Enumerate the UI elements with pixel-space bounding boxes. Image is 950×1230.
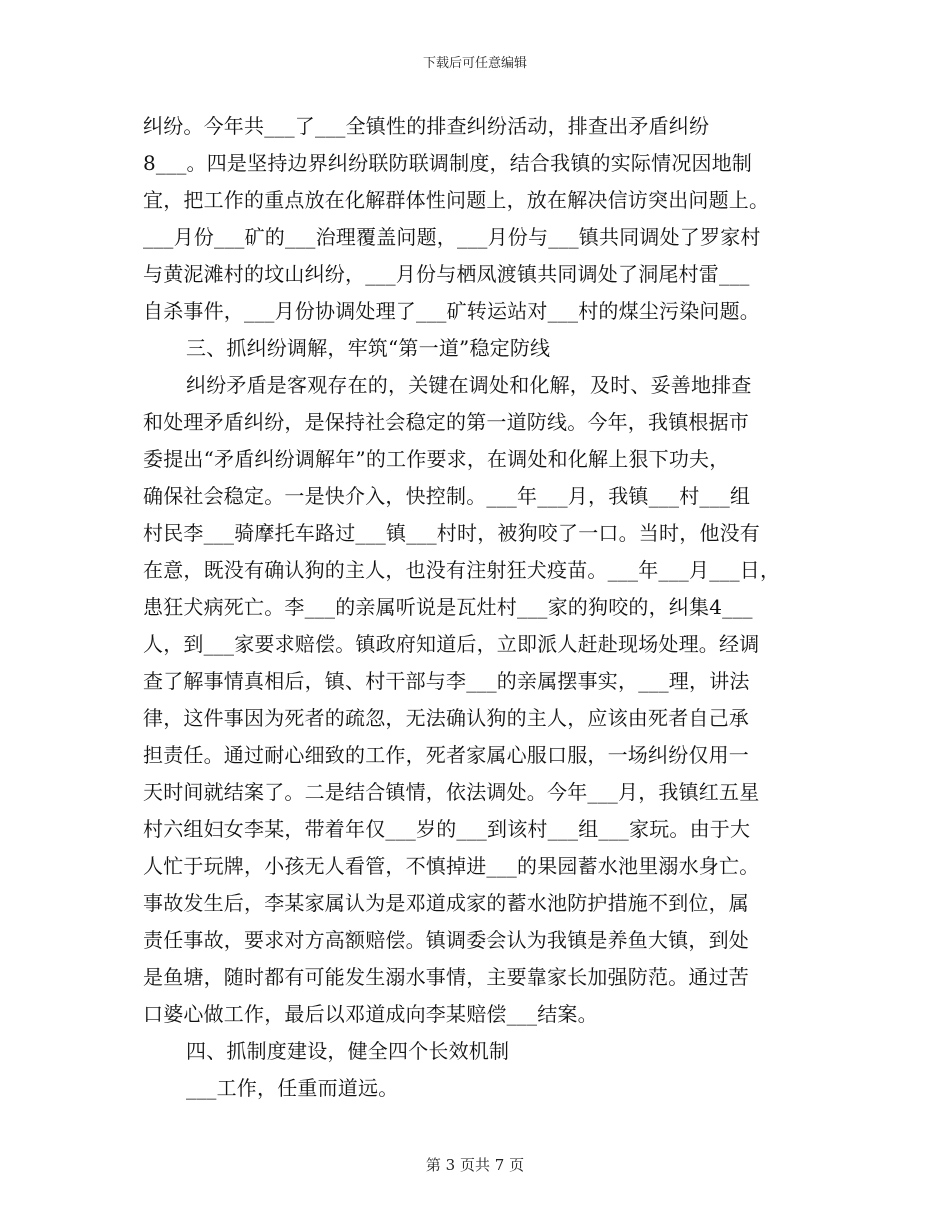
body-line: 委提出“矛盾纠纷调解年”的工作要求，在调处和化解上狠下功夫， [143,447,730,471]
body-line: 确保社会稳定。一是快介入，快控制。___年___月，我镇___村___组 [143,484,751,508]
page-header-note: 下载后可任意编辑 [422,56,527,71]
body-line: 人忙于玩牌，小孩无人看管，不慎掉进___的果园蓄水池里溺水身亡。 [143,854,760,878]
body-line: 与黄泥滩村的坟山纠纷，___月份与栖凤渡镇共同调处了洞尾村雷___ [143,262,750,286]
body-line: ___月份___矿的___治理覆盖问题，___月份与___镇共同调处了罗家村 [143,225,761,249]
body-line: 纠纷。今年共___了___全镇性的排查纠纷活动，排查出矛盾纠纷 [143,114,710,138]
body-line: 担责任。通过耐心细致的工作，死者家属心服口服，一场纠纷仅用一 [143,743,749,767]
body-line: 8___。四是坚持边界纠纷联防联调制度，结合我镇的实际情况因地制 [143,151,753,175]
body-line: 责任事故，要求对方高额赔偿。镇调委会认为我镇是养鱼大镇，到处 [143,928,749,952]
body-line: 患狂犬病死亡。李___的亲属听说是瓦灶村___家的狗咬的，纠集4___ [143,595,753,619]
body-line: 宜，把工作的重点放在化解群体性问题上，放在解决信访突出问题上。 [143,188,770,212]
section-heading: 三、抓纠纷调解，牢筑“第一道”稳定防线 [186,336,551,360]
page-number: 第 3 页共 7 页 [425,1156,525,1174]
body-line: ___工作，任重而道远。 [186,1076,399,1100]
body-line: 天时间就结案了。二是结合镇情，依法调处。今年___月，我镇红五星 [143,780,760,804]
body-line: 事故发生后，李某家属认为是邓道成家的蓄水池防护措施不到位，属 [143,891,749,915]
section-heading: 四、抓制度建设，健全四个长效机制 [186,1039,510,1063]
body-line: 和处理矛盾纠纷，是保持社会稳定的第一道防线。今年，我镇根据市 [143,410,749,434]
body-line: 村六组妇女李某，带着年仅___岁的___到该村___组___家玩。由于大 [143,817,751,841]
body-line: 自杀事件，___月份协调处理了___矿转运站对___村的煤尘污染问题。 [143,299,760,323]
body-line: 在意，既没有确认狗的主人，也没有注射狂犬疫苗。___年___月___日， [143,558,781,582]
body-line: 是鱼塘，随时都有可能发生溺水事情，主要靠家长加强防范。通过苦 [143,965,749,989]
body-line: 查了解事情真相后，镇、村干部与李___的亲属摆事实，___理，讲法 [143,669,750,693]
body-line: 村民李___骑摩托车路过___镇___村时，被狗咬了一口。当时，他没有 [143,521,760,545]
body-line: 纠纷矛盾是客观存在的，关键在调处和化解，及时、妥善地排查 [186,373,752,397]
body-line: 人，到___家要求赔偿。镇政府知道后，立即派人赶赴现场处理。经调 [143,632,760,656]
body-line: 律，这件事因为死者的疏忽，无法确认狗的主人，应该由死者自己承 [143,706,749,730]
body-line: 口婆心做工作，最后以邓道成向李某赔偿___结案。 [143,1002,598,1026]
